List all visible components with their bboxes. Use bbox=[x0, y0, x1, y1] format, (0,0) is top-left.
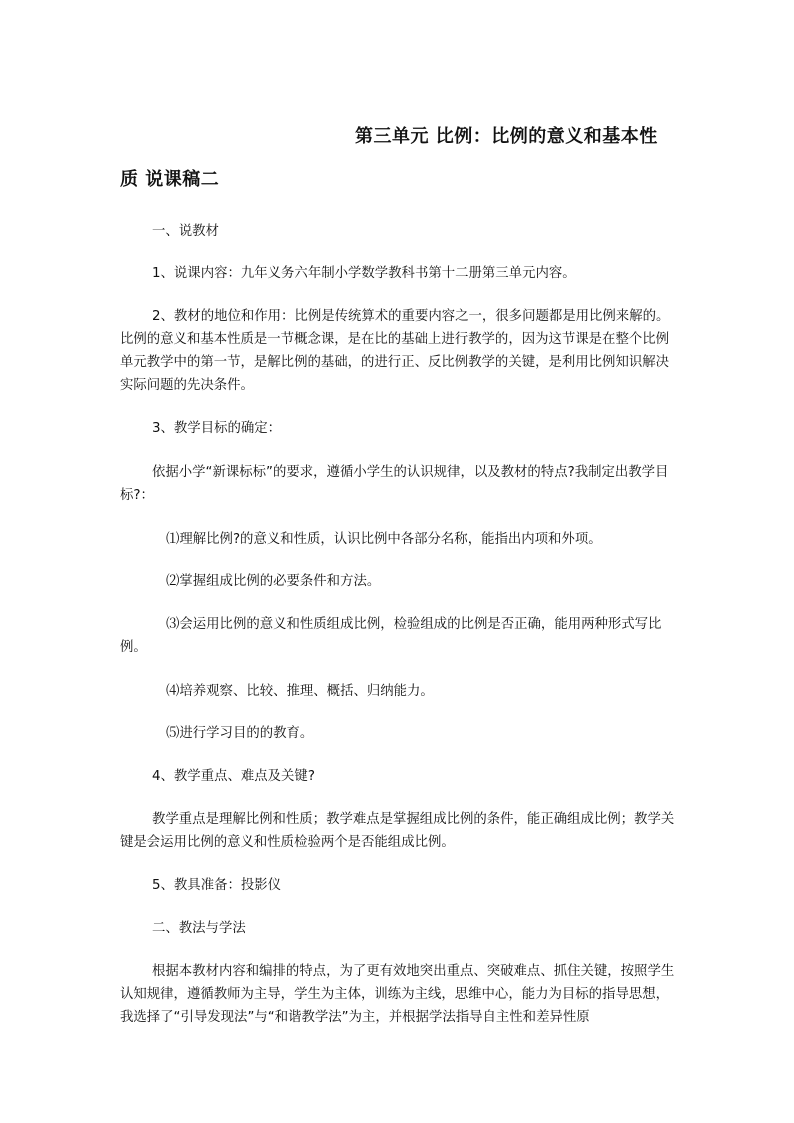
objective-item-3: ⑶会运用比例的意义和性质组成比例，检验组成的比例是否正确，能用两种形式写比例。 bbox=[120, 617, 662, 655]
document-title-line-1: 第三单元 比例：比例的意义和基本性 bbox=[355, 126, 658, 147]
section-heading-textbook: 一、说教材 bbox=[152, 224, 219, 239]
document-title-line-2: 质 说课稿二 bbox=[120, 169, 220, 190]
objective-item-5: ⑸进行学习目的的教育。 bbox=[166, 726, 314, 741]
paragraph-objectives-heading: 3、教学目标的确定： bbox=[152, 421, 282, 436]
paragraph-key-points: 教学重点是理解比例和性质；教学难点是掌握组成比例的条件，能正确组成比例；教学关键是会运用比例的意义和性质检验两个是否能组成比例。 bbox=[120, 812, 675, 850]
objective-item-4: ⑷培养观察、比较、推理、概括、归纳能力。 bbox=[166, 684, 434, 699]
paragraph-lesson-content: 1、说课内容：九年义务六年制小学数学教科书第十二册第三单元内容。 bbox=[152, 266, 576, 281]
objective-item-2: ⑵掌握组成比例的必要条件和方法。 bbox=[166, 574, 381, 589]
paragraph-textbook-role: 2、教材的地位和作用：比例是传统算术的重要内容之一，很多问题都是用比例来解的。比例的意义和基本性质是一节概念课，是在比的基础上进行教学的，因为这节课是在整个比例单元教学中的第一节，是解比例的基础，的进行正、反比例教学的关键，是利用比例知识解决实际问题的先决条件。 bbox=[120, 309, 670, 393]
paragraph-methods: 根据本教材内容和编排的特点，为了更有效地突出重点、突破难点、抓住关键，按照学生认知规律，遵循教师为主导，学生为主体，训练为主线，思维中心，能力为目标的指导思想，我选择了“引导发现法”与“和谐教学法”为主，并根据学法指导自主性和差异性原 bbox=[120, 964, 675, 1025]
section-heading-methods: 二、教法与学法 bbox=[152, 921, 246, 936]
paragraph-key-points-heading: 4、教学重点、难点及关键? bbox=[152, 769, 315, 784]
paragraph-teaching-aids: 5、教具准备：投影仪 bbox=[152, 878, 282, 893]
objective-item-1: ⑴理解比例?的意义和性质，认识比例中各部分名称，能指出内项和外项。 bbox=[166, 532, 602, 547]
paragraph-objectives-intro: 依据小学“新课标标”的要求，遵循小学生的认识规律，以及教材的特点?我制定出教学目标?： bbox=[120, 465, 669, 503]
